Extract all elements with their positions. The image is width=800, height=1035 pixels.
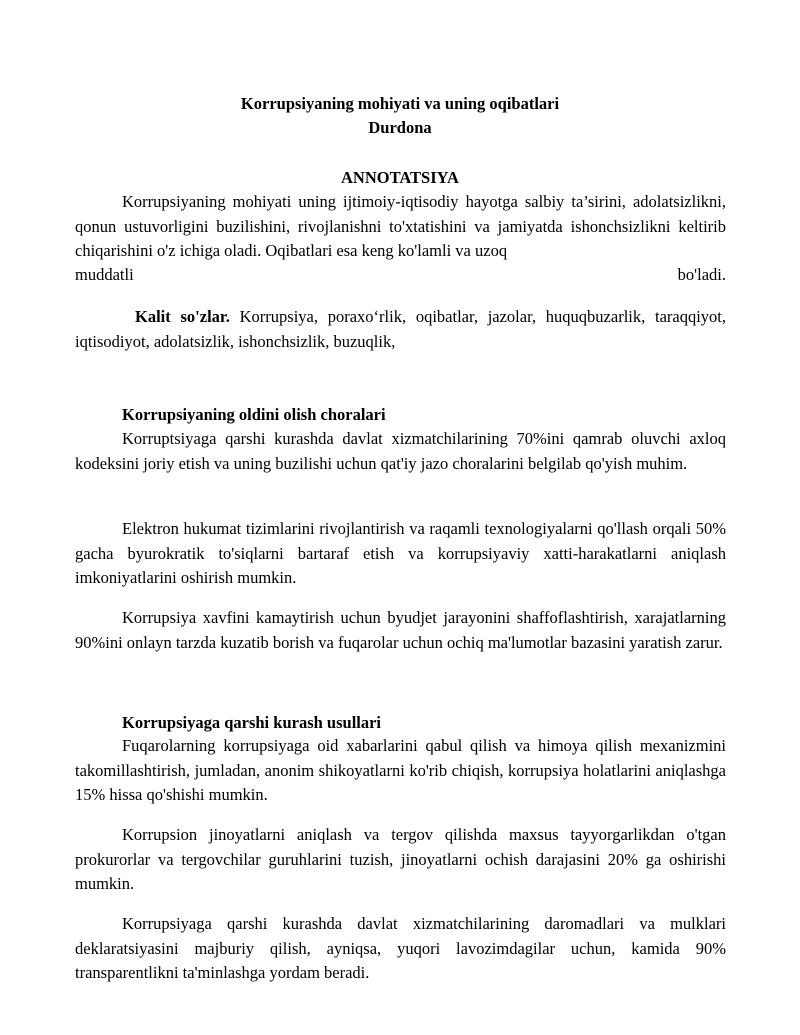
section1-paragraph-2: Elektron hukumat tizimlarini rivojlantirish va raqamli texnologiyalarni qo'llash orqali 50% gacha byurokratik to'siqlarni bartaraf etish va korrupsiyaviy xatti-harakatlarni aniqlash imkoniyatlarini oshirish mumkin. [75, 519, 726, 587]
section-heading-methods: Korrupsiyaga qarshi kurash usullari [122, 713, 382, 732]
section2-paragraph-2: Korrupsion jinoyatlarni aniqlash va tergov qilishda maxsus tayyorgarlikdan o'tgan prokurorlar va tergovchilar guruhlarini tuzish, jinoyatlarni ochish darajasini 20% ga oshirishi mumkin. [75, 825, 726, 893]
section2-paragraph-3: Korrupsiyaga qarshi kurashda davlat xizmatchilarining daromadlari va mulklari deklaratsiyasini majburiy qilish, ayniqsa, yuqori lavozimdagilar uchun, kamida 90% transparentlikni ta'minlashga yordam beradi. [75, 914, 726, 982]
annotation-paragraph [75, 190, 726, 264]
annotation-last-left: muddatli [75, 265, 134, 284]
section1-paragraph-1: Korruptsiyaga qarshi kurashda davlat xizmatchilarining 70%ini qamrab oluvchi axloq kodeksini joriy etish va uning buzilishi uchun qat'iy jazo choralarini belgilab qo'yish muhim. [75, 429, 726, 473]
section2-paragraph-1: Fuqarolarning korrupsiyaga oid xabarlarini qabul qilish va himoya qilish mexanizmini takomillashtirish, jumladan, anonim shikoyatlarni ko'rib chiqish, korrupsiya holatlarini aniqlashga 15% hissa qo'shishi mumkin. [75, 736, 726, 804]
document-title: Korrupsiyaning mohiyati va uning oqibatlari [240, 94, 560, 113]
keywords-paragraph [75, 305, 726, 354]
section1-paragraph-3: Korrupsiya xavfini kamaytirish uchun byudjet jarayonini shaffoflashtirish, xarajatlarning 90%ini onlayn tarzda kuzatib borish va fuqarolar uchun ochiq ma'lumotlar bazasini yaratish zarur. [75, 608, 726, 652]
annotation-last-line [75, 263, 726, 288]
keywords-label: Kalit so'zlar. [135, 307, 230, 326]
annotation-heading: ANNOTATSIYA [341, 168, 459, 187]
annotation-text: Korrupsiyaning mohiyati uning ijtimoiy-iqtisodiy hayotga salbiy ta’sirini, adolatsizlikni, qonun ustuvorligini buzilishini, rivojlanishni to'xtatishini va jamiyatda ishonchsizlikni keltirib chiqarishini o'z ichiga oladi. Oqibatlari esa keng ko'lamli va uzoq [75, 192, 726, 260]
section-heading-prevention: Korrupsiyaning oldini olish choralari [122, 405, 386, 424]
annotation-last-right: bo'ladi. [677, 265, 726, 284]
author-name: Durdona [368, 118, 432, 137]
keywords-text: Korrupsiya, poraxo‘rlik, oqibatlar, jazolar, huquqbuzarlik, taraqqiyot, iqtisodiyot, adolatsizlik, ishonchsizlik, buzuqlik, [75, 307, 727, 351]
